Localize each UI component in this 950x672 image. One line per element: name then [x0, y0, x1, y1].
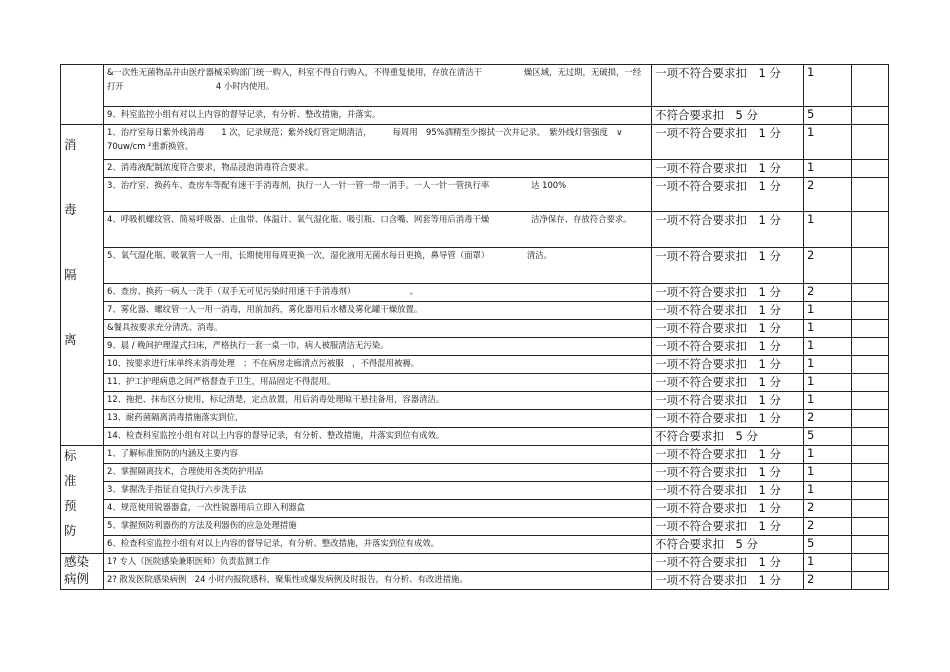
deduction-rule: 一项不符合要求扣 1 分 — [652, 572, 804, 590]
blank-cell — [852, 302, 889, 320]
item-score: 5 — [804, 107, 852, 125]
deduction-rule: 一项不符合要求扣 1 分 — [652, 320, 804, 338]
item-content: 7、雾化器、螺纹管一人一用一消毒，用前加药，雾化器用后水槽及雾化罐干燥放置。 — [104, 302, 652, 320]
item-score: 2 — [804, 178, 852, 212]
item-score: 2 — [804, 500, 852, 518]
item-score: 1 — [804, 320, 852, 338]
deduction-rule: 不符合要求扣 5 分 — [652, 536, 804, 554]
blank-cell — [852, 428, 889, 446]
inspection-table — [60, 64, 889, 590]
deduction-rule: 一项不符合要求扣 1 分 — [652, 464, 804, 482]
item-score: 2 — [804, 518, 852, 536]
blank-cell — [852, 284, 889, 302]
item-score: 1 — [804, 125, 852, 160]
table-row — [61, 248, 889, 284]
blank-cell — [852, 446, 889, 464]
blank-cell — [852, 356, 889, 374]
deduction-rule: 一项不符合要求扣 1 分 — [652, 125, 804, 160]
item-content: 9、晨 / 晚间护理湿式扫床，严格执行一套一桌一巾，病人被服清洁无污染。 — [104, 338, 652, 356]
blank-cell — [852, 464, 889, 482]
table-row — [61, 302, 889, 320]
item-content: 6、检查科室监控小组有对以上内容的督导记录，有分析、整改措施，并落实到位有成效。 — [104, 536, 652, 554]
category-char: 准 — [64, 473, 77, 488]
blank-cell — [852, 65, 889, 107]
item-score: 1 — [804, 65, 852, 107]
table-row — [61, 500, 889, 518]
deduction-rule: 一项不符合要求扣 1 分 — [652, 482, 804, 500]
deduction-rule: 一项不符合要求扣 1 分 — [652, 160, 804, 178]
table-row — [61, 212, 889, 248]
table-row — [61, 284, 889, 302]
category-char: 标 — [64, 448, 77, 463]
table-row — [61, 536, 889, 554]
item-score: 1 — [804, 356, 852, 374]
blank-cell — [852, 374, 889, 392]
item-content: 4、规范使用锐器器盒，一次性锐器用后立即入利器盒 — [104, 500, 652, 518]
blank-cell — [852, 107, 889, 125]
item-content: &一次性无菌物品并由医疗器械采购部门统一购入，科室不得自行购入，不得重复使用，存放在清洁干 燥区域，无过期，无破损，一经打开 4 小时内使用。 — [104, 65, 652, 107]
item-content: 2、消毒液配制浓度符合要求，物品浸泡消毒符合要求。 — [104, 160, 652, 178]
item-content: &餐具按要求充分清洗、消毒。 — [104, 320, 652, 338]
category-infection-cases — [61, 554, 104, 590]
table-row — [61, 572, 889, 590]
item-content: 6、查房、换药一病人一洗手（双手无可见污染时用速干手消毒剂） 。 — [104, 284, 652, 302]
category-char: 离 — [64, 332, 77, 347]
deduction-rule: 一项不符合要求扣 1 分 — [652, 554, 804, 572]
table-row — [61, 320, 889, 338]
deduction-rule: 一项不符合要求扣 1 分 — [652, 302, 804, 320]
blank-cell — [852, 392, 889, 410]
table-row — [61, 107, 889, 125]
item-score: 5 — [804, 428, 852, 446]
deduction-rule: 一项不符合要求扣 1 分 — [652, 65, 804, 107]
item-content: 5、氧气湿化瓶、吸氧管一人一用，长期使用每周更换一次，湿化液用无菌水每日更换，鼻导管（面罩） 清洁。 — [104, 248, 652, 284]
table-row — [61, 446, 889, 464]
table-row — [61, 374, 889, 392]
item-score: 2 — [804, 410, 852, 428]
table-row — [61, 160, 889, 178]
blank-cell — [852, 212, 889, 248]
deduction-rule: 一项不符合要求扣 1 分 — [652, 392, 804, 410]
category-char: 消 — [64, 137, 77, 152]
category-cell-empty — [61, 65, 104, 125]
table-row — [61, 125, 889, 160]
deduction-rule: 一项不符合要求扣 1 分 — [652, 500, 804, 518]
item-score: 2 — [804, 248, 852, 284]
item-content: 14、检查科室监控小组有对以上内容的督导记录，有分析、整改措施，并落实到位有成效。 — [104, 428, 652, 446]
category-char: 毒 — [64, 202, 77, 217]
item-content: 12、拖把、抹布区分使用，标记清楚，定点放置，用后消毒处理晾干悬挂备用，容器清洁。 — [104, 392, 652, 410]
item-score: 1 — [804, 392, 852, 410]
table-row — [61, 518, 889, 536]
table-row — [61, 392, 889, 410]
deduction-rule: 一项不符合要求扣 1 分 — [652, 446, 804, 464]
table-row — [61, 554, 889, 572]
blank-cell — [852, 536, 889, 554]
category-char: 隔 — [64, 267, 77, 282]
item-content: 3、治疗室、换药车、查房车等配有速干手消毒剂，执行一人一针一管一带一消手。一人一针一管执行率 达 100% — [104, 178, 652, 212]
deduction-rule: 一项不符合要求扣 1 分 — [652, 356, 804, 374]
item-content: 3、掌握洗手指征自觉执行六步洗手法 — [104, 482, 652, 500]
item-score: 1 — [804, 554, 852, 572]
deduction-rule: 不符合要求扣 5 分 — [652, 428, 804, 446]
blank-cell — [852, 248, 889, 284]
item-score: 2 — [804, 572, 852, 590]
deduction-rule: 一项不符合要求扣 1 分 — [652, 212, 804, 248]
table-row — [61, 356, 889, 374]
item-score: 1 — [804, 338, 852, 356]
deduction-rule: 一项不符合要求扣 1 分 — [652, 178, 804, 212]
category-text: 病例 — [64, 571, 90, 586]
blank-cell — [852, 482, 889, 500]
category-char: 预 — [64, 498, 77, 513]
blank-cell — [852, 518, 889, 536]
blank-cell — [852, 572, 889, 590]
item-content: 5、掌握预防利器伤的方法及利器伤的应急处理措施 — [104, 518, 652, 536]
deduction-rule: 一项不符合要求扣 1 分 — [652, 518, 804, 536]
item-content: 2? 散发医院感染病例 24 小时内报院感科，聚集性或爆发病例及时报告，有分析、有改进措施。 — [104, 572, 652, 590]
item-content: 1? 专人（医院感染兼职医师）负责监测工作 — [104, 554, 652, 572]
item-content: 4、呼吸机螺纹管、简易呼吸器、止血带、体温计、氧气湿化瓶、吸引瓶、口含嘴、网套等用后消毒干燥 洁净保存、存放符合要求。 — [104, 212, 652, 248]
item-score: 1 — [804, 212, 852, 248]
item-content: 1、了解标准预防的内涵及主要内容 — [104, 446, 652, 464]
item-content: 2、掌握隔离技术，合理使用各类防护用品 — [104, 464, 652, 482]
blank-cell — [852, 338, 889, 356]
category-char: 防 — [64, 523, 77, 538]
table-row — [61, 178, 889, 212]
deduction-rule: 一项不符合要求扣 1 分 — [652, 410, 804, 428]
deduction-rule: 一项不符合要求扣 1 分 — [652, 338, 804, 356]
item-score: 1 — [804, 374, 852, 392]
deduction-rule: 一项不符合要求扣 1 分 — [652, 248, 804, 284]
item-score: 5 — [804, 536, 852, 554]
item-score: 1 — [804, 302, 852, 320]
category-standard-precautions — [61, 446, 104, 554]
category-disinfection-isolation — [61, 125, 104, 446]
item-score: 2 — [804, 284, 852, 302]
table-row — [61, 338, 889, 356]
item-content: 10、按要求进行床单终末消毒处理 ；不在病房走廊清点污被服 ，不得混用被褥。 — [104, 356, 652, 374]
table-row — [61, 464, 889, 482]
item-score: 1 — [804, 482, 852, 500]
blank-cell — [852, 554, 889, 572]
item-score: 1 — [804, 464, 852, 482]
table-row — [61, 428, 889, 446]
deduction-rule: 不符合要求扣 5 分 — [652, 107, 804, 125]
item-content: 13、耐药菌隔离消毒措施落实到位， — [104, 410, 652, 428]
blank-cell — [852, 178, 889, 212]
table-row — [61, 482, 889, 500]
item-content: 11、护工护理病患之间严格督查手卫生，用品固定不得混用。 — [104, 374, 652, 392]
table-row — [61, 410, 889, 428]
item-content: 9、科室监控小组有对以上内容的督导记录，有分析、整改措施，并落实。 — [104, 107, 652, 125]
blank-cell — [852, 125, 889, 160]
table-row — [61, 65, 889, 107]
category-text: 感染 — [64, 554, 90, 569]
deduction-rule: 一项不符合要求扣 1 分 — [652, 284, 804, 302]
blank-cell — [852, 320, 889, 338]
deduction-rule: 一项不符合要求扣 1 分 — [652, 374, 804, 392]
item-score: 1 — [804, 446, 852, 464]
item-score: 1 — [804, 160, 852, 178]
blank-cell — [852, 500, 889, 518]
item-content: 1、治疗室每日紫外线消毒 1 次，记录规范；紫外线灯管定期清洁， 每周用 95%酒精至少擦拭一次并记录。 紫外线灯管强度 ∨ 70uw/cm ²重新换管。 — [104, 125, 652, 160]
blank-cell — [852, 410, 889, 428]
blank-cell — [852, 160, 889, 178]
